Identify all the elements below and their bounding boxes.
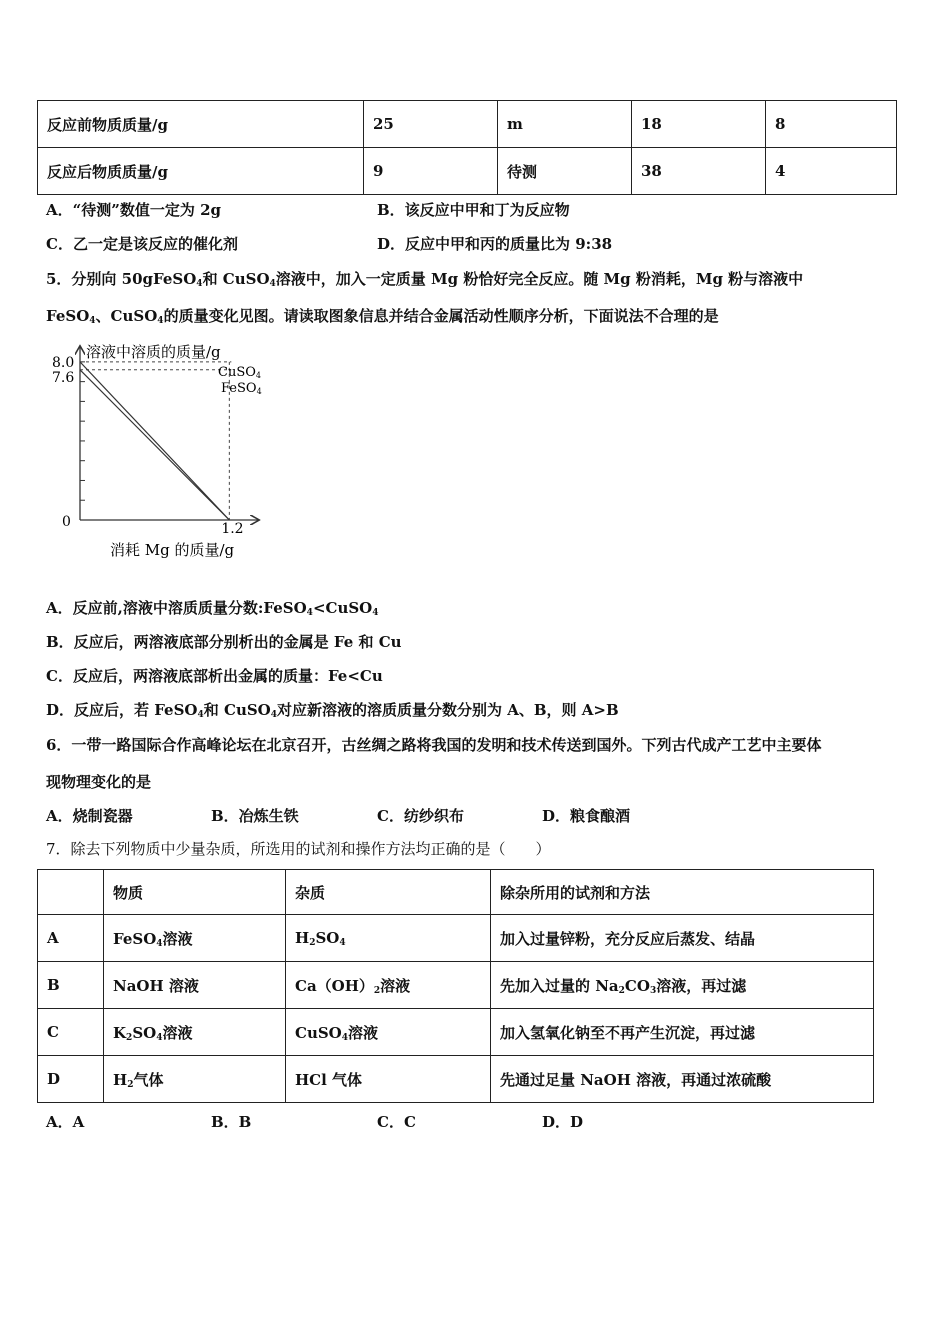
substance-cell: FeSO$_4$溶液: [104, 915, 286, 962]
table-row: [38, 962, 874, 1009]
q6-stem-line1: 6．一带一路国际合作高峰论坛在北京召开，古丝绸之路将我国的发明和技术传送到国外。下列古代成产工艺中主要体: [46, 736, 822, 754]
y-axis-label: 溶液中溶质的质量/g: [86, 343, 221, 361]
q4-option-a: A．“待测”数值一定为 2g: [46, 201, 222, 219]
column-header: 杂质: [286, 870, 491, 915]
table-row: [38, 1009, 874, 1056]
q5-option-d: D．反应后，若 FeSO$_4$和 CuSO$_4$对应新溶液的溶质质量分数分别为 A、B，则 A>B: [46, 701, 619, 720]
legend-cuso4: CuSO4: [218, 365, 261, 380]
method-cell: 先通过足量 NaOH 溶液，再通过浓硫酸: [491, 1056, 874, 1103]
x-tick-label-1.2: 1.2: [221, 521, 244, 537]
row-key: A: [38, 915, 104, 962]
q4-option-c: C．乙一定是该反应的催化剂: [46, 235, 238, 253]
q7-option-b: B．B: [211, 1113, 252, 1131]
q5-option-c: C．反应后，两溶液底部析出金属的质量：Fe<Cu: [46, 667, 383, 685]
q6-option-d: D．粮食酿酒: [542, 807, 631, 825]
x-axis-label: 消耗 Mg 的质量/g: [110, 541, 235, 559]
row-key: D: [38, 1056, 104, 1103]
q5-option-a: A．反应前,溶液中溶质质量分数:FeSO$_4$<CuSO$_4$: [46, 599, 379, 618]
q7-option-a: A．A: [46, 1113, 85, 1131]
impurity-cell: $H_2SO_4$: [286, 915, 491, 962]
impurity-cell: CuSO$_4$溶液: [286, 1009, 491, 1056]
q4-option-d: D．反应中甲和丙的质量比为 9:38: [377, 235, 613, 253]
q7-stem: 7．除去下列物质中少量杂质，所选用的试剂和操作方法均正确的是（ ）: [46, 840, 551, 858]
q7-option-c: C．C: [377, 1113, 416, 1131]
y-tick-label-7.6: 7.6: [52, 369, 75, 386]
substance-cell: $H_2$气体: [104, 1056, 286, 1103]
q6-option-a: A．烧制瓷器: [46, 807, 133, 825]
table-cell: 9: [364, 148, 498, 195]
row-key: B: [38, 962, 104, 1009]
q5-stem-line2: FeSO$_4$、CuSO$_4$的质量变化见图。请读取图象信息并结合金属活动性顺序分析，下面说法不合理的是: [46, 307, 719, 326]
table-row: [38, 148, 897, 195]
series-line-feso4: [80, 370, 229, 520]
q6-option-c: C．纺纱织布: [377, 807, 464, 825]
impurity-table: [37, 869, 874, 1103]
solute-mass-chart: [40, 335, 300, 565]
impurity-cell: $Ca(OH)_2$溶液: [286, 962, 491, 1009]
series-line-cuso4: [80, 362, 229, 520]
row-key: C: [38, 1009, 104, 1056]
table-cell: 待测: [498, 148, 632, 195]
table-row: [38, 101, 897, 148]
y-minor-ticks: [80, 362, 85, 500]
column-header: 除杂所用的试剂和方法: [491, 870, 874, 915]
impurity-cell: HCl 气体: [286, 1056, 491, 1103]
mass-table: [37, 100, 897, 195]
y-tick-label-0: 0: [62, 514, 71, 530]
table-row: [38, 1056, 874, 1103]
table-header-row: [38, 870, 874, 915]
column-header: 物质: [104, 870, 286, 915]
row-label: 反应后物质质量/g: [38, 148, 364, 195]
row-label: 反应前物质质量/g: [38, 101, 364, 148]
q5-option-b: B．反应后，两溶液底部分别析出的金属是 Fe 和 Cu: [46, 633, 402, 651]
q6-stem-line2: 现物理变化的是: [46, 773, 152, 791]
q7-option-d: D．D: [542, 1113, 584, 1131]
table-cell: m: [498, 101, 632, 148]
table-row: [38, 915, 874, 962]
method-cell: 先加入过量的 $Na_2CO_3$溶液，再过滤: [491, 962, 874, 1009]
method-cell: 加入过量锌粉，充分反应后蒸发、结晶: [491, 915, 874, 962]
y-tick-label-8.0: 8.0: [52, 354, 75, 371]
legend-feso4: FeSO4: [221, 381, 262, 396]
table-cell: 8: [766, 101, 897, 148]
column-header: [38, 870, 104, 915]
substance-cell: $K_2SO_4$溶液: [104, 1009, 286, 1056]
q5-stem-line1: 5．分别向 50gFeSO$_4$和 CuSO$_4$溶液中，加入一定质量 Mg 粉恰好完全反应。随 Mg 粉消耗，Mg 粉与溶液中: [46, 270, 804, 289]
table-cell: 18: [632, 101, 766, 148]
table-cell: 4: [766, 148, 897, 195]
substance-cell: NaOH 溶液: [104, 962, 286, 1009]
q4-option-b: B．该反应中甲和丁为反应物: [377, 201, 570, 219]
method-cell: 加入氢氧化钠至不再产生沉淀，再过滤: [491, 1009, 874, 1056]
table-cell: 38: [632, 148, 766, 195]
q6-option-b: B．冶炼生铁: [211, 807, 299, 825]
table-cell: 25: [364, 101, 498, 148]
